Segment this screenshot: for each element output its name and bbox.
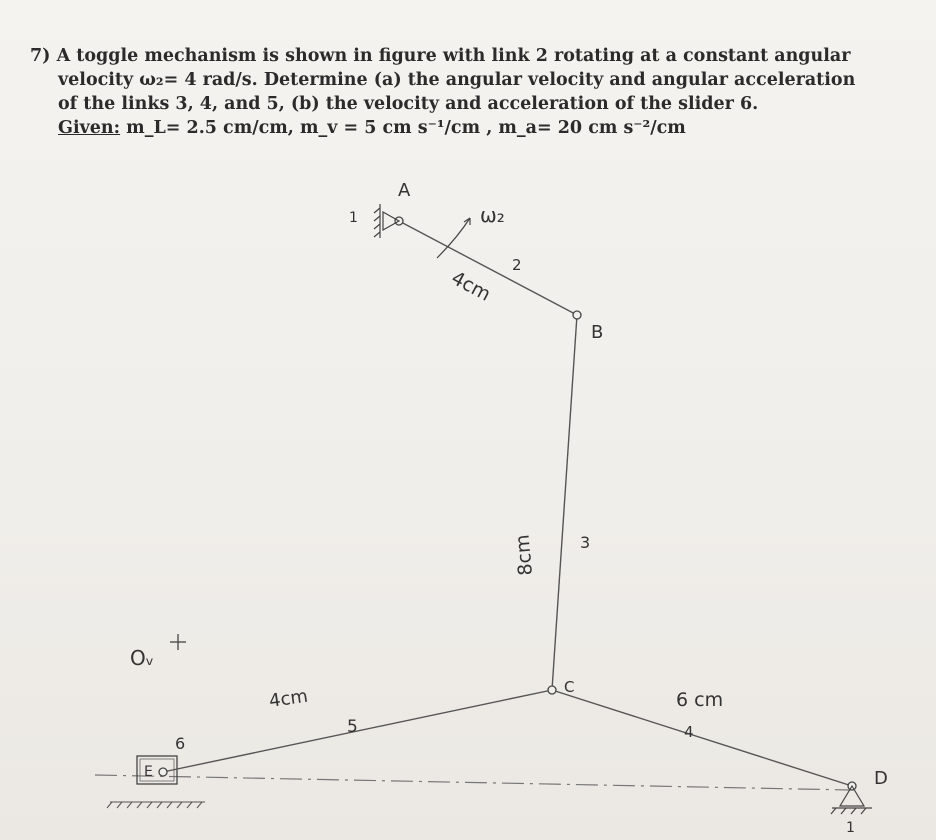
joint-c (548, 686, 556, 694)
label-length-ce: 4cm (267, 685, 310, 712)
problem-line-3: of the links 3, 4, and 5, (b) the velocity and acceleration of the slider 6. (58, 94, 759, 114)
link-3-line (552, 315, 577, 690)
given-label: Given: (58, 118, 121, 138)
joint-b (573, 311, 581, 319)
problem-line-2: velocity ω₂= 4 rad/s. Determine (a) the angular velocity and angular acceleration (58, 70, 856, 90)
label-d: D (874, 768, 888, 789)
label-link-2: 2 (512, 256, 522, 274)
problem-text-1: A toggle mechanism is shown in figure with link 2 rotating at a constant angular (56, 46, 851, 66)
label-e: E (144, 764, 153, 780)
label-omega2: ω₂ (480, 203, 505, 227)
label-a: A (398, 180, 411, 201)
label-link-4: 4 (684, 723, 694, 741)
label-ov: Oᵥ (130, 646, 155, 670)
label-link-6: 6 (175, 734, 186, 753)
label-link-5: 5 (347, 717, 358, 737)
problem-number: 7) (30, 46, 51, 66)
slider-path-line (95, 775, 850, 790)
label-ground-a: 1 (349, 210, 358, 226)
origin-marker (170, 634, 186, 650)
label-length-cd: 6 cm (676, 689, 724, 711)
slider-ground-hatch (107, 802, 205, 808)
label-length-ab: 4cm (447, 266, 495, 306)
link-2-line (399, 221, 577, 315)
label-c: C (564, 678, 575, 696)
label-ground-d: 1 (846, 820, 855, 836)
label-length-bc: 8cm (511, 533, 537, 577)
given-text: m_L= 2.5 cm/cm, m_v = 5 cm s⁻¹/cm , m_a= 20 cm s⁻²/cm (120, 118, 686, 138)
label-b: B (591, 322, 604, 343)
label-link-3: 3 (580, 533, 591, 552)
joint-e (159, 768, 167, 776)
omega2-arrow (437, 218, 470, 258)
